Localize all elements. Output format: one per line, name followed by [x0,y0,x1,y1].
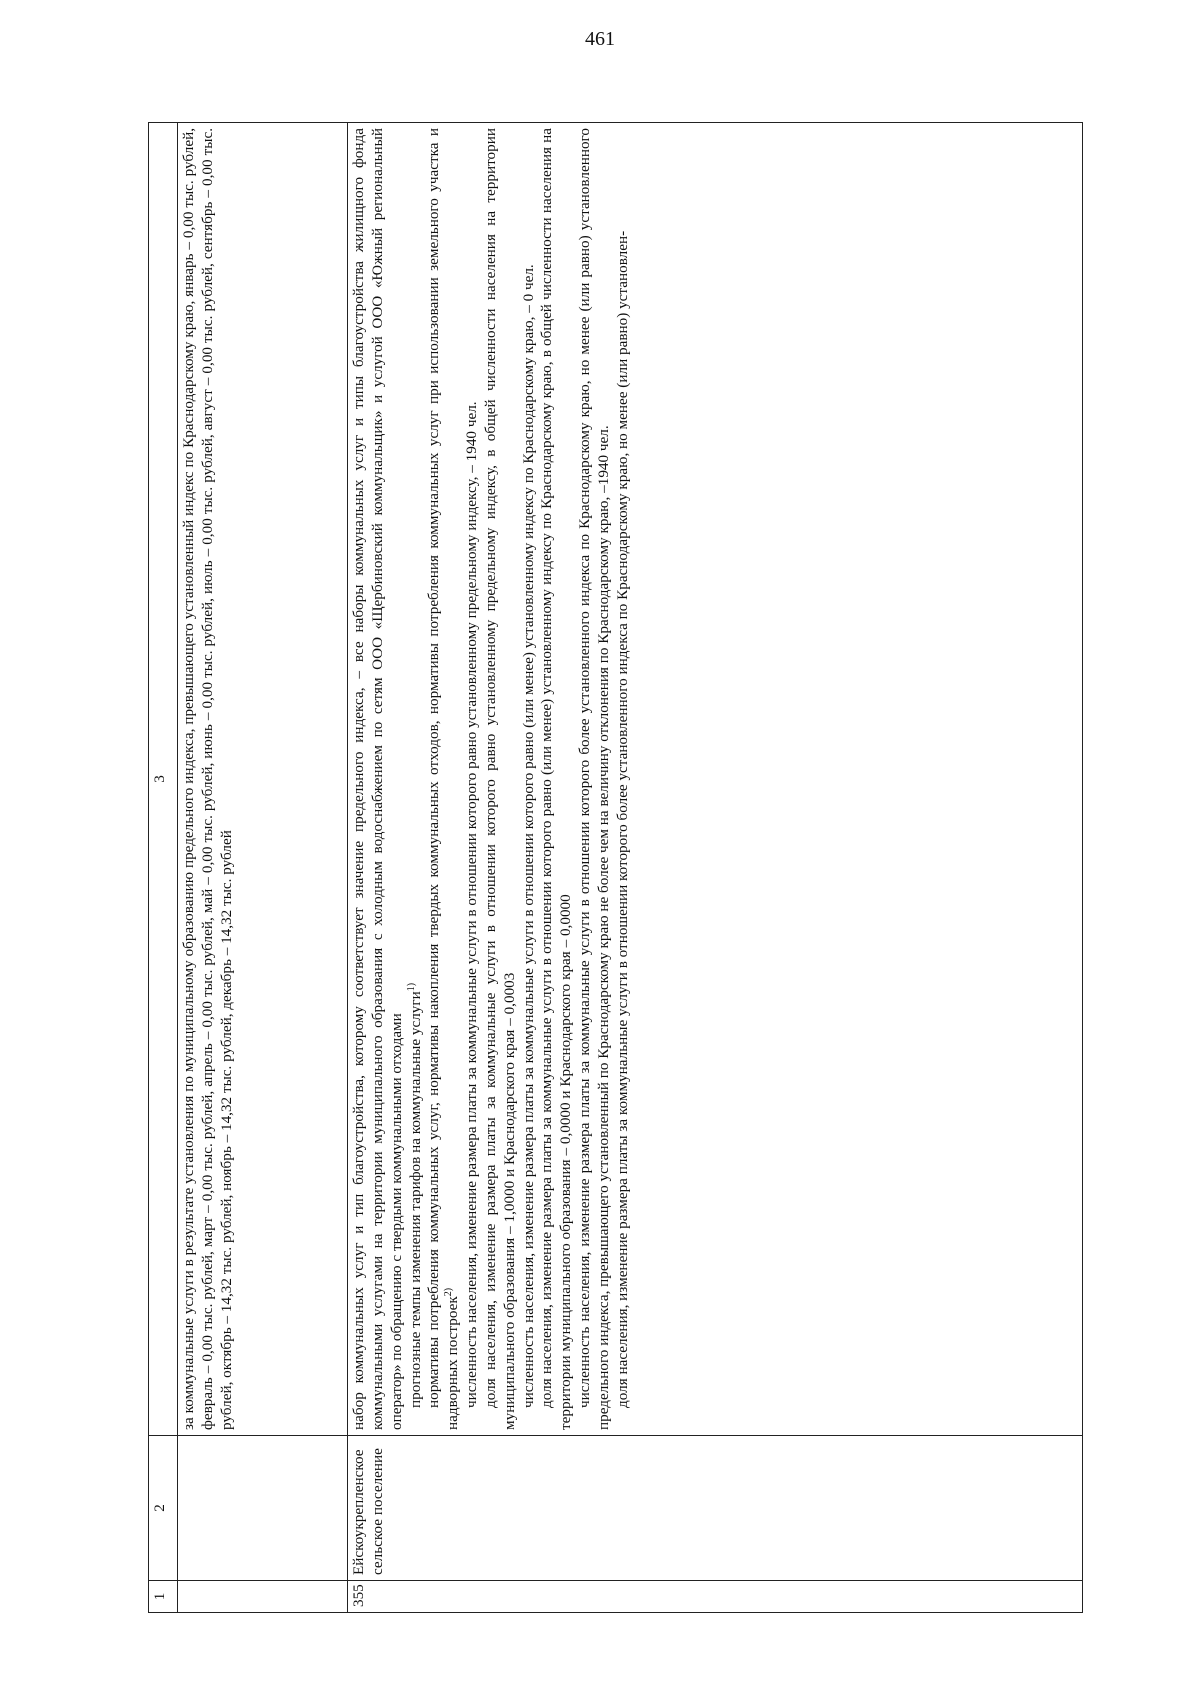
description-cell [178,123,348,1436]
table-row-355 [348,123,1083,1613]
footnote-marker: 1) [405,982,417,992]
paragraph [576,128,614,1430]
paragraph-text: доля населения, изменение размера платы за коммунальные услуги в отношении которого равно (или менее) установленному индексу по Краснодарскому краю, в общей численности населения на территории муниципального образования – 0,0000 и Краснодарского края – 0,0000 [538,128,575,1430]
paragraph: за коммунальные услуги в результате установления по муниципальному образованию предельного индекса, превышающего установленный индекс по Краснодарскому краю, январь – 0,00 тыс. рублей, февраль – 0,00 тыс. рублей, март – 0,00 тыс. рублей, апрель – 0,00 тыс. рублей, май – 0,00 тыс. рублей, июнь – 0,00 тыс. рублей, июль – 0,00 тыс. рублей, август – 0,00 тыс. рублей, сентябрь – 0,00 тыс. рублей, октябрь – 14,32 тыс. рублей, ноябрь – 14,32 тыс. рублей, декабрь – 14,32 тыс. рублей [180,128,235,1430]
description-cell [348,123,1083,1436]
paragraph-text: численность населения, изменение размера платы за коммунальные услуги в отношении которого более установленного индекса по Краснодарскому краю, но менее (или равно) установленного предельного индекса, превышающего установленный по Краснодарскому краю не более чем на величину отклонения по Краснодарскому краю, –1940 чел. [576,128,612,1430]
header-cell-col-2: 2 [149,1436,178,1581]
paragraph [350,128,407,1430]
row-number-cell: 355 [348,1581,1083,1613]
paragraph-text: набор коммунальных услуг и тип благоустройства, которому соответствует значение предельного индекса, – все наборы коммунальных услуг и типы благоустройства жилищного фонда коммунальными услугами на территории муниципального образования с холодным водоснабжением по сетям ООО «Щербиновский коммунальщик» и услугой ООО «Южный региональный оператор» по обращению с твердыми коммунальными отходами [350,128,405,1430]
paragraph [520,128,539,1430]
header-cell-col-3: 3 [149,123,178,1436]
settlement-cell [178,1436,348,1581]
paragraph-text: нормативы потребления коммунальных услуг, нормативы накопления твердых коммунальных отходов, нормативы потребления коммунальных услуг при использовании земельного участка и надворных построек [425,128,462,1430]
paragraph [407,128,426,1430]
page-number: 461 [585,28,615,50]
paragraph [463,128,482,1430]
paragraph [614,128,633,1430]
rotated-table-container [148,123,1083,1613]
table-header-row [149,123,178,1613]
paragraph [538,128,576,1430]
paragraph-text: численность населения, изменение размера платы за коммунальные услуги в отношении которого равно установленному предельному индексу, – 1940 чел. [463,401,481,1408]
row-number-cell [178,1581,348,1613]
tariff-table [148,122,1083,1613]
header-cell-col-1: 1 [149,1581,178,1613]
paragraph-text: численность населения, изменение размера платы за коммунальные услуги в отношении которого равно (или менее) установленному индексу по Краснодарскому краю, – 0 чел. [519,264,537,1408]
paragraph-text: прогнозные темпы изменения тарифов на коммунальные услуги [406,991,424,1408]
paragraph [482,128,520,1430]
settlement-cell: Ейскоукрепленское сельское поселение [348,1436,1083,1581]
footnote-marker: 2) [443,1287,455,1297]
paragraph [425,128,463,1430]
table-row-continuation [178,123,348,1613]
paragraph-text: доля населения, изменение размера платы за коммунальные услуги в отношении которого более установленного индекса по Краснодарскому краю, но менее (или равно) установлен- [613,230,631,1408]
paragraph-text: доля населения, изменение размера платы за коммунальные услуги в отношении которого равно установленному предельному индексу, в общей численности населения на территории муниципального образования – 1,0000 и Краснодарского края – 0,0003 [481,128,518,1430]
